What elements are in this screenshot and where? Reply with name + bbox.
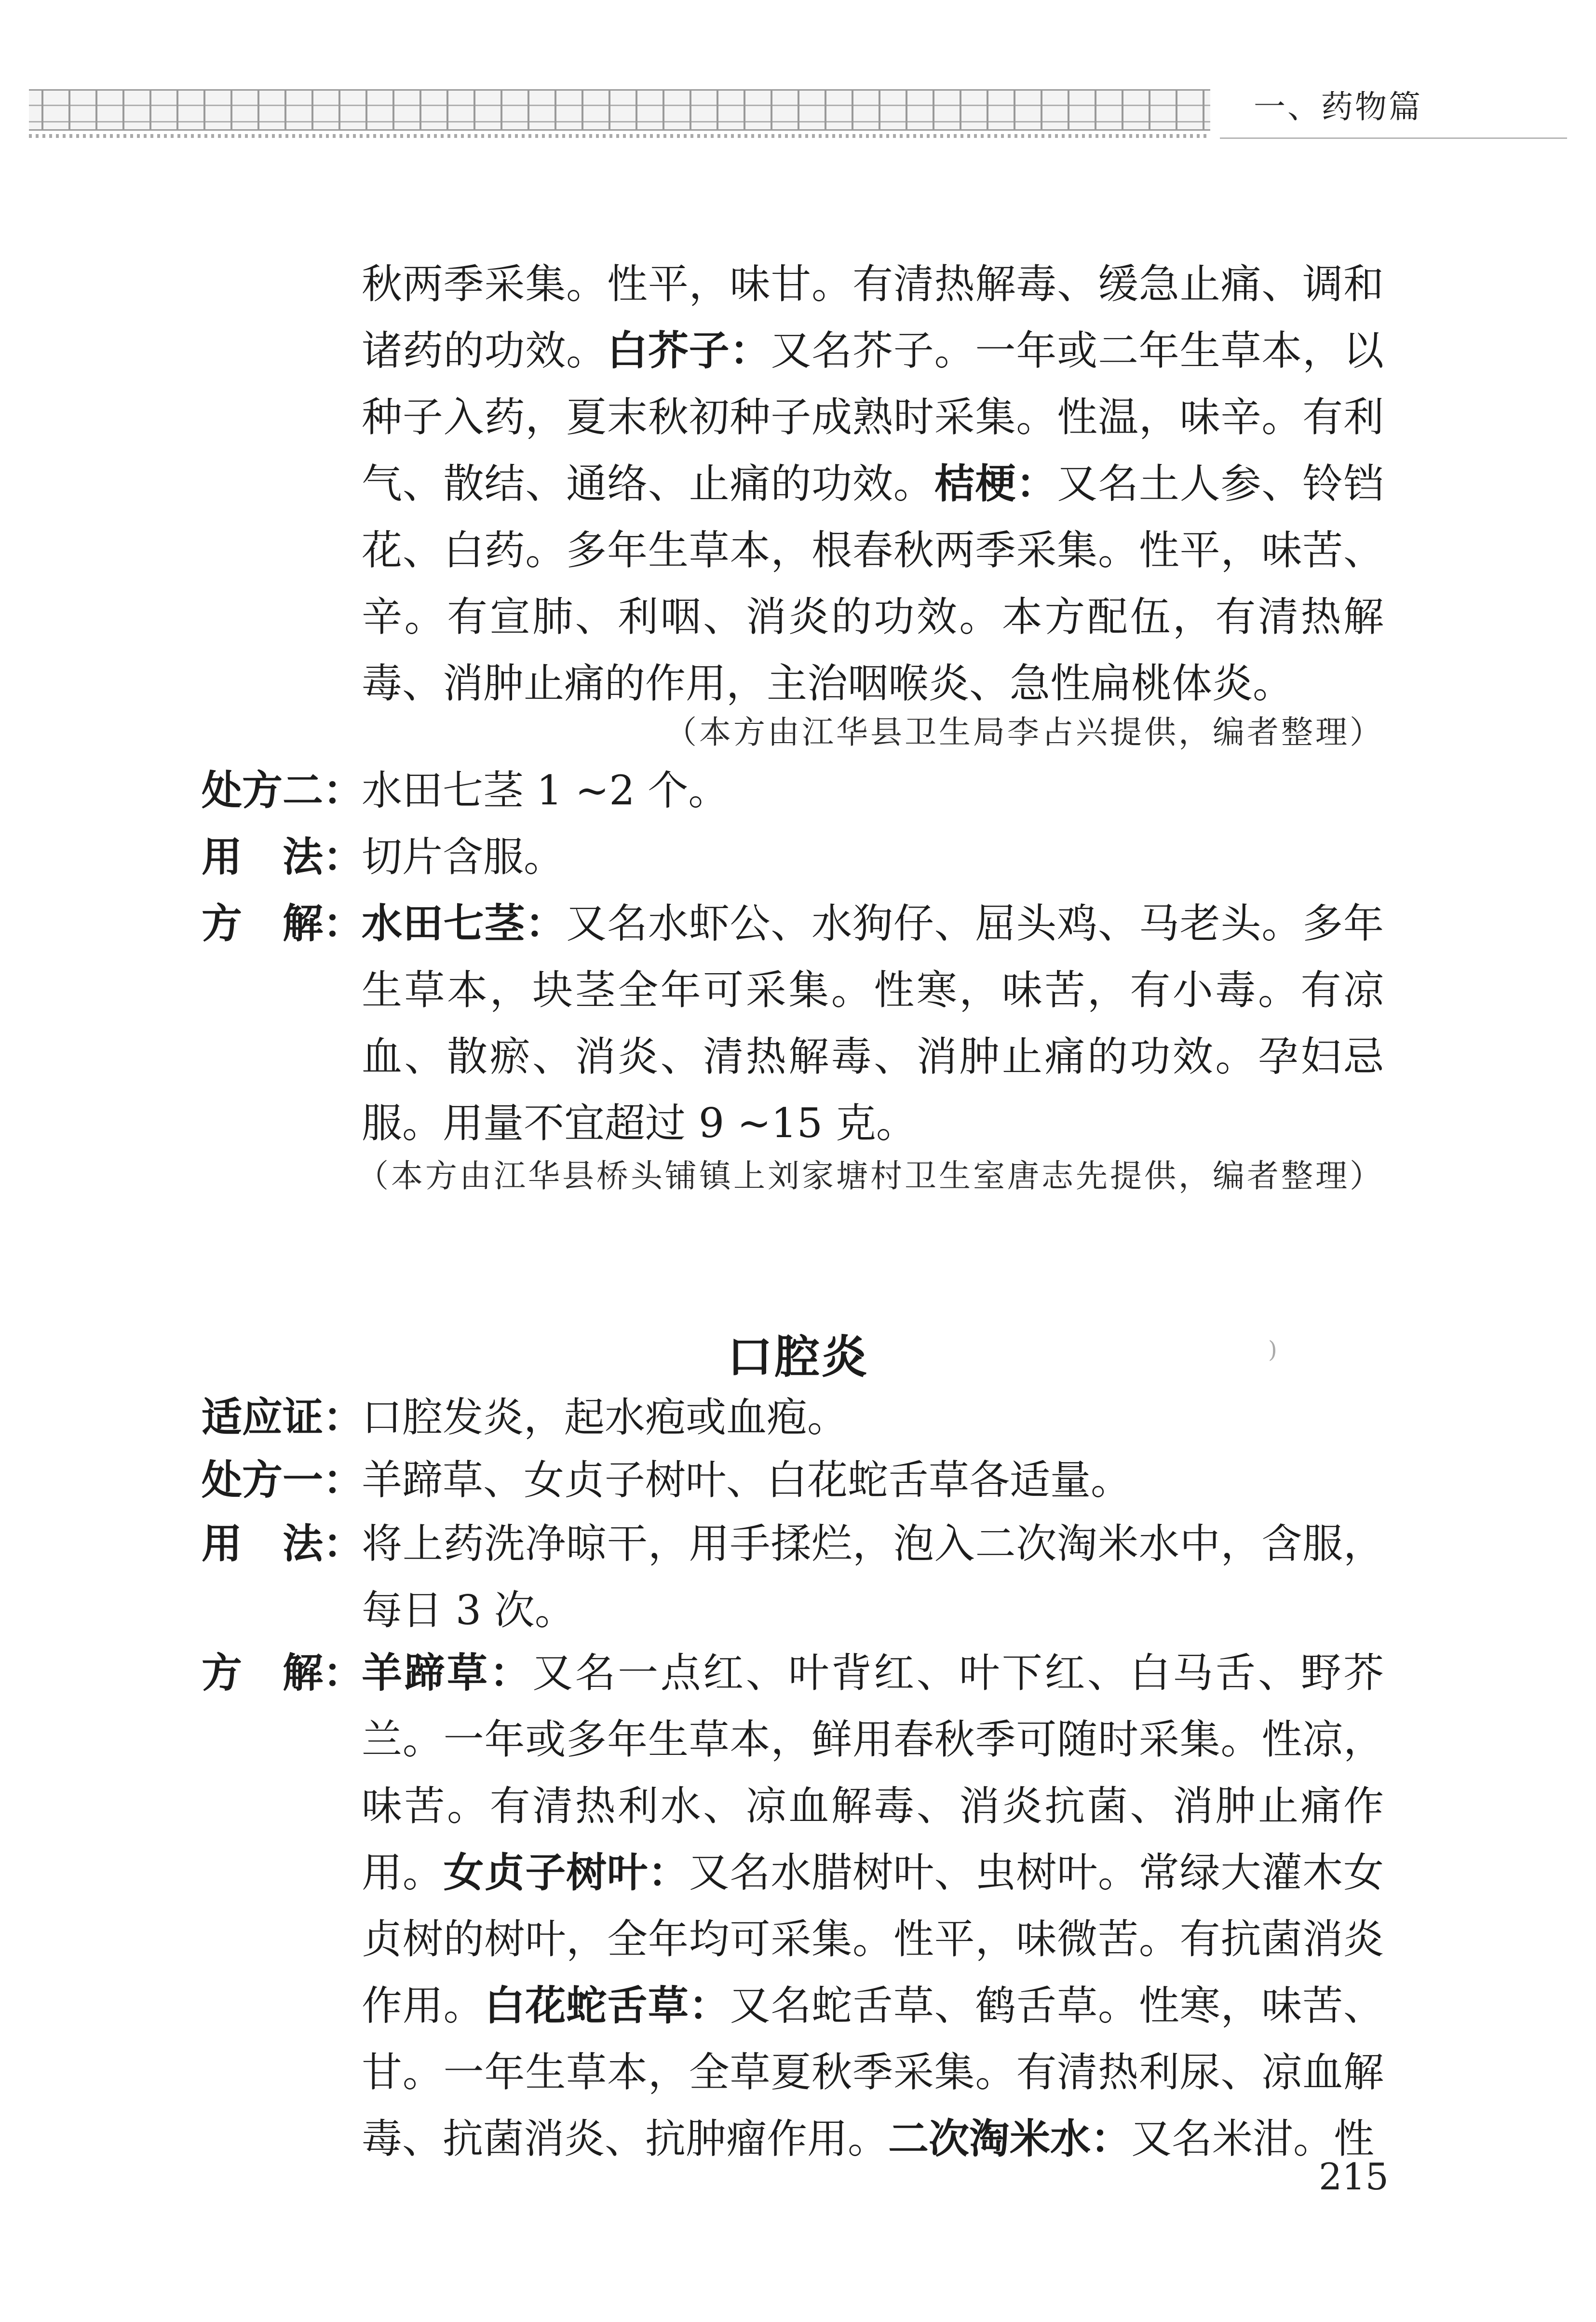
field-text: 切片含服。	[362, 833, 565, 881]
field-label: 适应证：	[202, 1394, 364, 1441]
scan-mark: )	[1268, 1336, 1277, 1363]
text-run: 又名米泔。性	[1131, 2115, 1375, 2162]
field-label: 方 解：	[202, 1649, 364, 1697]
field-text	[362, 890, 1384, 1156]
field-text	[362, 1640, 1384, 2172]
source-credit: （本方由江华县桥头铺镇上刘家塘村卫生室唐志先提供，编者整理）	[357, 1157, 1384, 1195]
text-run: 又名一点红、叶背红、叶下红、白马舌、野芥兰。一年或多年生草本，鲜用春秋季可随时采集。性凉，味苦。有清热利水、凉血解毒、消炎抗菌、消肿止痛作用。	[362, 1649, 1384, 1896]
text-run: 又名水腊树叶、虫树叶。常绿大灌木女贞树的树叶，全年均可采集。性平，味微苦。有抗菌消炎作用。	[362, 1849, 1384, 2029]
decorative-border	[29, 89, 1210, 131]
section-name: 一、药物篇	[1254, 88, 1422, 125]
field-text: 口腔发炎，起水疱或血疱。	[362, 1394, 848, 1441]
herb-term: 白花蛇舌草：	[484, 1982, 730, 2029]
text-line: 秋两季采集。性平，味甘。有清热解毒、缓急止痛、调和	[362, 260, 1384, 308]
field-label: 方 解：	[202, 900, 364, 947]
text-run: 又名芥子。一年或二年生草本，以种子入药，夏末秋初种子成熟时采集。性温，味辛。有利气、散结、通络、止痛的功效。	[362, 327, 1384, 507]
text-run: 又名蛇舌草、鹤舌草。性寒，味苦、甘。一年生草本，全草夏秋季采集。有清热利尿、凉血解毒、抗菌消炎、抗肿瘤作用。	[362, 1982, 1384, 2162]
field-text: 羊蹄草、女贞子树叶、白花蛇舌草各适量。	[362, 1456, 1132, 1504]
text-run: 又名土人参、铃铛花、白药。多年生草本，根春秋两季采集。性平，味苦、辛。有宣肺、利咽、消炎的功效。本方配伍，有清热解毒、消肿止痛的作用，主治咽喉炎、急性扁桃体炎。	[362, 460, 1384, 707]
herb-term: 女贞子树叶：	[443, 1849, 689, 1896]
text-run: 诸药的功效。	[362, 327, 607, 374]
field-label: 用 法：	[202, 1520, 364, 1567]
header-rule	[1220, 137, 1567, 139]
herb-term: 白芥子：	[607, 327, 771, 374]
field-label: 用 法：	[202, 833, 364, 881]
field-text: 将上药洗净晾干，用手揉烂，泡入二次淘米水中，含服，每日 3 次。	[362, 1520, 1384, 1634]
field-label: 处方二：	[202, 767, 364, 814]
section-title: 口腔炎	[727, 1331, 869, 1384]
field-label: 处方一：	[202, 1456, 364, 1504]
herb-term: 二次淘米水：	[888, 2115, 1132, 2162]
decorative-dots	[29, 134, 1210, 138]
herb-term: 桔梗：	[934, 460, 1057, 507]
herb-term: 羊蹄草：	[362, 1649, 533, 1697]
field-text: 水田七茎 1 ~2 个。	[362, 767, 729, 814]
text-run: 又名水虾公、水狗仔、屈头鸡、马老头。多年生草本，块茎全年可采集。性寒，味苦，有小毒。有凉血、散瘀、消炎、清热解毒、消肿止痛的功效。孕妇忌服。用量不宜超过 9 ~15 克。	[362, 900, 1384, 1147]
running-header	[29, 77, 1567, 149]
herb-term: 水田七茎：	[362, 900, 567, 947]
page-number: 215	[1318, 2155, 1389, 2198]
source-credit: （本方由江华县卫生局李占兴提供，编者整理）	[665, 714, 1384, 751]
continued-paragraph	[362, 251, 1384, 717]
